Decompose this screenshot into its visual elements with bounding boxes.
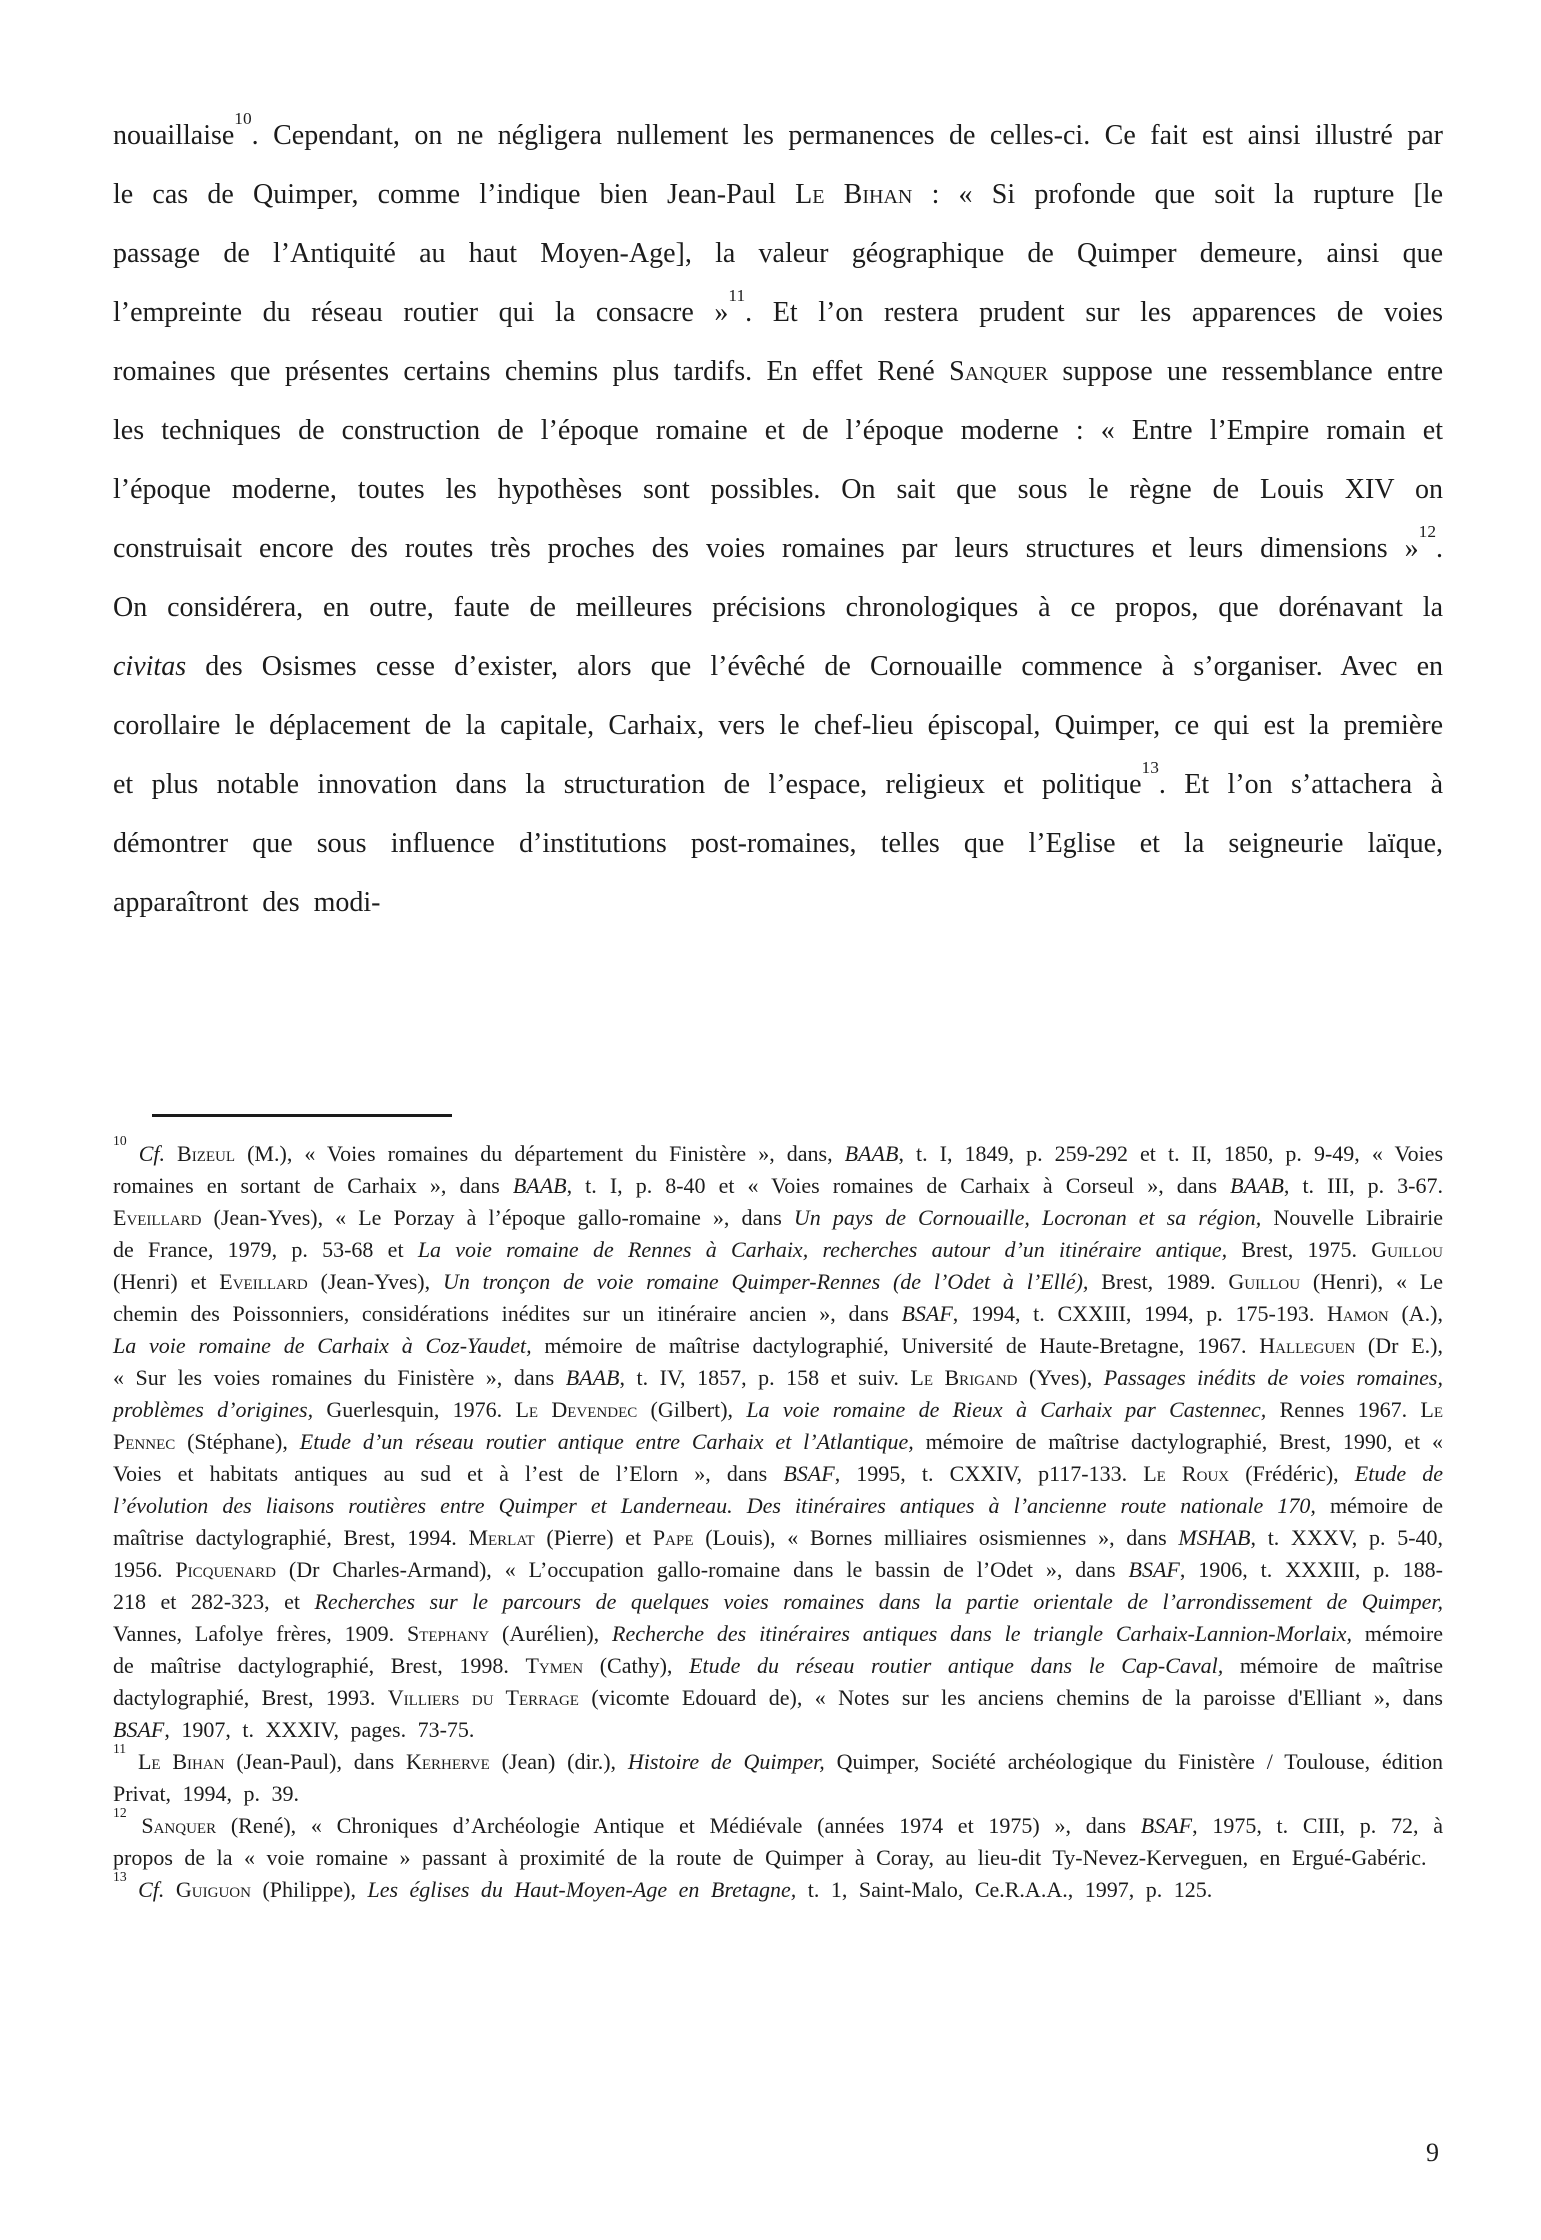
text-segment: (Jean-Yves), (307, 1269, 443, 1294)
text-segment: BSAF (1140, 1813, 1193, 1838)
text-segment: (M.), « Voies romaines du département du Finistère », dans, (235, 1141, 845, 1166)
text-segment: , t. IV, 1857, p. 158 et suiv. (619, 1365, 911, 1390)
text-segment: Cf. (138, 1141, 165, 1166)
text-segment: Histoire de Quimper, (627, 1749, 825, 1774)
text-segment: Guillou (1228, 1269, 1301, 1294)
text-segment: Villiers du Terrage (387, 1685, 579, 1710)
footnote-marker: 10 (234, 109, 252, 129)
text-segment: Picquenard (175, 1557, 276, 1582)
footnote-marker: 11 (728, 286, 746, 306)
text-segment: Brest, 1975. (1227, 1237, 1372, 1262)
text-segment: Eveillard (113, 1205, 202, 1230)
text-segment: Kerherve (405, 1749, 490, 1774)
text-segment: : « Si profonde que soit la rupture [le passage de l’Antiquité au haut Moyen-Age], la valeur géographique de Quimper demeure, ainsi que l’empreinte du réseau routier qui la consacre » (113, 179, 1443, 328)
text-segment: . Et l’on restera prudent sur les apparences de voies romaines que présentes certains chemins plus tardifs. En effet René (113, 297, 1443, 387)
text-segment (165, 1141, 177, 1166)
text-segment: La voie romaine de Rennes à Carhaix, recherches autour d’un itinéraire antique, (417, 1237, 1228, 1262)
text-segment: , 1907, t. XXXIV, pages. 73-75. (164, 1717, 475, 1742)
page-number: 9 (1426, 2138, 1439, 2167)
text-segment: Le Bihan (137, 1749, 225, 1774)
text-segment (127, 1141, 139, 1166)
text-segment: BSAF (783, 1461, 835, 1486)
text-segment: (Henri) et (113, 1269, 220, 1294)
text-segment: BAAB (1230, 1173, 1284, 1198)
text-segment: Le Devendec (515, 1397, 638, 1422)
text-segment: (Jean-Yves), « Le Porzay à l’époque gallo-romaine », dans (201, 1205, 794, 1230)
text-segment: Halleguen (1259, 1333, 1356, 1358)
text-segment: Le Roux (1143, 1461, 1230, 1486)
text-segment: , 1995, t. CXXIV, p117-133. (834, 1461, 1144, 1486)
text-segment: (Frédéric), (1229, 1461, 1355, 1486)
footnote-marker: 13 (1141, 758, 1159, 778)
footnotes-section (113, 1133, 1444, 1906)
text-segment: (Yves), (1017, 1365, 1104, 1390)
text-segment: (Philippe), (250, 1877, 368, 1902)
text-segment: suppose une ressemblance entre les techniques de construction de l’époque romaine et de l’époque moderne : « Entre l’Empire romain et l’époque moderne, toutes les hypothèses sont possibles. On sait que sous le règne de Louis XIV on construisait encore des routes très proches des voies romaines par leurs structures et leurs dimensions » (113, 356, 1444, 564)
footnote-marker: 13 (113, 1869, 127, 1885)
text-segment: (Stéphane), (175, 1429, 300, 1454)
text-segment: BAAB (844, 1141, 899, 1166)
text-segment: Tymen (525, 1653, 584, 1678)
text-segment: . Et l’on s’attachera à démontrer que sous influence d’institutions post-romaines, telles que l’Eglise et la seigneurie laïque, apparaîtront des modi- (113, 769, 1444, 918)
text-segment: Les églises du Haut-Moyen-Age en Bretagne, (367, 1877, 797, 1902)
text-segment: (Aurélien), (489, 1621, 613, 1646)
text-segment: . Cependant, on ne négligera nullement les permanences de celles-ci. Ce fait est ainsi illustré par le cas de Quimper, comme l’indique bien Jean-Paul (113, 120, 1443, 210)
text-segment: Guerlesquin, 1976. (313, 1397, 516, 1422)
text-segment: BSAF (1128, 1557, 1180, 1582)
text-segment: (Dr Charles-Armand), « L’occupation gallo-romaine dans le bassin de l’Odet », dans (276, 1557, 1129, 1582)
text-segment: BAAB (565, 1365, 620, 1390)
text-segment: Recherches sur le parcours de quelques voies romaines dans la partie orientale de l’arrondissement de Quimper, (314, 1589, 1443, 1614)
text-segment: Un pays de Cornouaille, Locronan et sa région, (793, 1205, 1262, 1230)
text-segment: Eveillard (219, 1269, 308, 1294)
footnote-10 (113, 1133, 1444, 1746)
text-segment: (Jean) (dir.), (489, 1749, 628, 1774)
text-segment: Stephany (406, 1621, 490, 1646)
text-segment: mémoire de maîtrise dactylographié, Brest, 1990, et « Voies et habitats antiques au sud et à l’est de l’Elorn », dans (113, 1429, 1443, 1486)
text-segment: (Jean-Paul), dans (224, 1749, 406, 1774)
text-segment: (A.), (1388, 1301, 1443, 1326)
footnote-12 (113, 1805, 1444, 1874)
text-segment: mémoire de maîtrise dactylographié, Brest, 1993. (113, 1653, 1444, 1710)
footnote-11 (113, 1741, 1444, 1810)
footnote-separator-rule (152, 1114, 452, 1117)
body-paragraph (113, 106, 1443, 932)
footnote-marker: 12 (1418, 522, 1436, 542)
text-segment: Pape (652, 1525, 694, 1550)
text-segment: MSHAB (1178, 1525, 1251, 1550)
text-segment: Un tronçon de voie romaine Quimper-Rennes (de l’Odet à l’Ellé), (442, 1269, 1089, 1294)
text-segment: BSAF (113, 1717, 165, 1742)
text-segment: Recherche des itinéraires antiques dans le triangle Carhaix-Lannion-Morlaix, (612, 1621, 1352, 1646)
text-segment: (Louis), « Bornes milliaires osismiennes », dans (693, 1525, 1179, 1550)
text-segment: (Cathy), (583, 1653, 690, 1678)
text-segment: Le Pennec (113, 1397, 1444, 1454)
text-segment: Etude d’un réseau routier antique entre Carhaix et l’Atlantique, (299, 1429, 914, 1454)
text-segment: La voie romaine de Carhaix à Coz-Yaudet, (113, 1333, 532, 1358)
text-segment: , t. I, p. 8-40 et « Voies romaines de Carhaix à Corseul », dans (566, 1173, 1231, 1198)
text-segment (164, 1877, 176, 1902)
text-segment: Passages inédits de voies romaines, problèmes d’origines, (113, 1365, 1443, 1422)
text-segment: (Dr E.), « Sur les voies romaines du Finistère », dans (113, 1333, 1443, 1390)
text-segment: , t. XXXV, p. 5-40, 1956. (113, 1525, 1444, 1582)
text-segment: (Henri), « Le chemin des Poissonniers, considérations inédites sur un itinéraire ancien », dans (113, 1269, 1443, 1326)
text-segment: Etude de l’évolution des liaisons routières entre Quimper et Landerneau. Des itinéraires antiques à l’ancienne route nationale 170, (113, 1461, 1443, 1518)
text-segment: t. 1, Saint-Malo, Ce.R.A.A., 1997, p. 125. (796, 1877, 1213, 1902)
text-segment: mémoire de maîtrise dactylographié, Brest, 1998. (113, 1621, 1444, 1678)
text-segment: mémoire de maîtrise dactylographié, Brest, 1994. (113, 1493, 1443, 1550)
text-segment: Rennes 1967. (1266, 1397, 1421, 1422)
footnote-marker: 12 (113, 1805, 127, 1821)
text-segment: BAAB (512, 1173, 567, 1198)
text-segment: Sanquer (141, 1813, 217, 1838)
text-segment: Bizeul (177, 1141, 236, 1166)
text-segment: , t. I, 1849, p. 259-292 et t. II, 1850, p. 9-49, « Voies romaines en sortant de Carhaix », dans (113, 1141, 1444, 1198)
footnote-marker: 10 (113, 1133, 127, 1149)
text-segment (126, 1749, 138, 1774)
text-segment: mémoire de maîtrise dactylographié, Université de Haute-Bretagne, 1967. (531, 1333, 1260, 1358)
text-segment: (Pierre) et (534, 1525, 653, 1550)
text-segment: , 1906, t. XXXIII, p. 188-218 et 282-323, et (113, 1557, 1443, 1614)
text-segment: nouaillaise (113, 120, 235, 151)
text-segment: Le Brigand (910, 1365, 1018, 1390)
text-segment: Merlat (468, 1525, 535, 1550)
text-segment: Hamon (1327, 1301, 1389, 1326)
text-segment: Guillou (1371, 1237, 1443, 1262)
text-segment: Etude du réseau routier antique dans le Cap-Caval, (689, 1653, 1224, 1678)
text-segment: (Gilbert), (637, 1397, 747, 1422)
footnote-13 (113, 1869, 1443, 1906)
text-segment: des Osismes cesse d’exister, alors que l’évêché de Cornouaille commence à s’organiser. Avec en corollaire le déplacement de la capitale, Carhaix, vers le chef-lieu épiscopal, Quimper, ce qui est la première et plus notable innovation dans la structuration de l’espace, religieux et politique (113, 651, 1443, 800)
text-segment: Cf. (138, 1877, 165, 1902)
text-segment: Vannes, Lafolye frères, 1909. (113, 1621, 407, 1646)
text-segment (127, 1877, 139, 1902)
text-segment: civitas (113, 651, 187, 682)
footnote-marker: 11 (113, 1741, 127, 1757)
text-segment: Le Bihan (795, 179, 913, 210)
text-segment: BSAF (901, 1301, 953, 1326)
text-segment (127, 1813, 142, 1838)
text-segment: La voie romaine de Rieux à Carhaix par Castennec, (746, 1397, 1267, 1422)
text-segment: , t. III, p. 3-67. (1283, 1173, 1443, 1198)
text-segment: (René), « Chroniques d’Archéologie Antique et Médiévale (années 1974 et 1975) », dans (216, 1813, 1141, 1838)
text-segment: . On considérera, en outre, faute de meilleures précisions chronologiques à ce propos, que dorénavant la (113, 533, 1443, 623)
text-segment: Nouvelle Librairie de France, 1979, p. 53-68 et (113, 1205, 1443, 1262)
text-segment: Quimper, Société archéologique du Finistère / Toulouse, édition Privat, 1994, p. 39. (113, 1749, 1444, 1806)
text-segment: , 1994, t. CXXIII, 1994, p. 175-193. (952, 1301, 1328, 1326)
text-segment: , 1975, t. CIII, p. 72, à propos de la « voie romaine » passant à proximité de la route de Quimper à Coray, au lieu-dit Ty-Nevez-Kerveguen, en Ergué-Gabéric. (113, 1813, 1444, 1870)
text-segment: Sanquer (949, 356, 1049, 387)
text-segment: Brest, 1989. (1088, 1269, 1229, 1294)
text-segment: (vicomte Edouard de), « Notes sur les anciens chemins de la paroisse d'Elliant », dans (578, 1685, 1443, 1710)
text-segment: Guiguon (175, 1877, 251, 1902)
